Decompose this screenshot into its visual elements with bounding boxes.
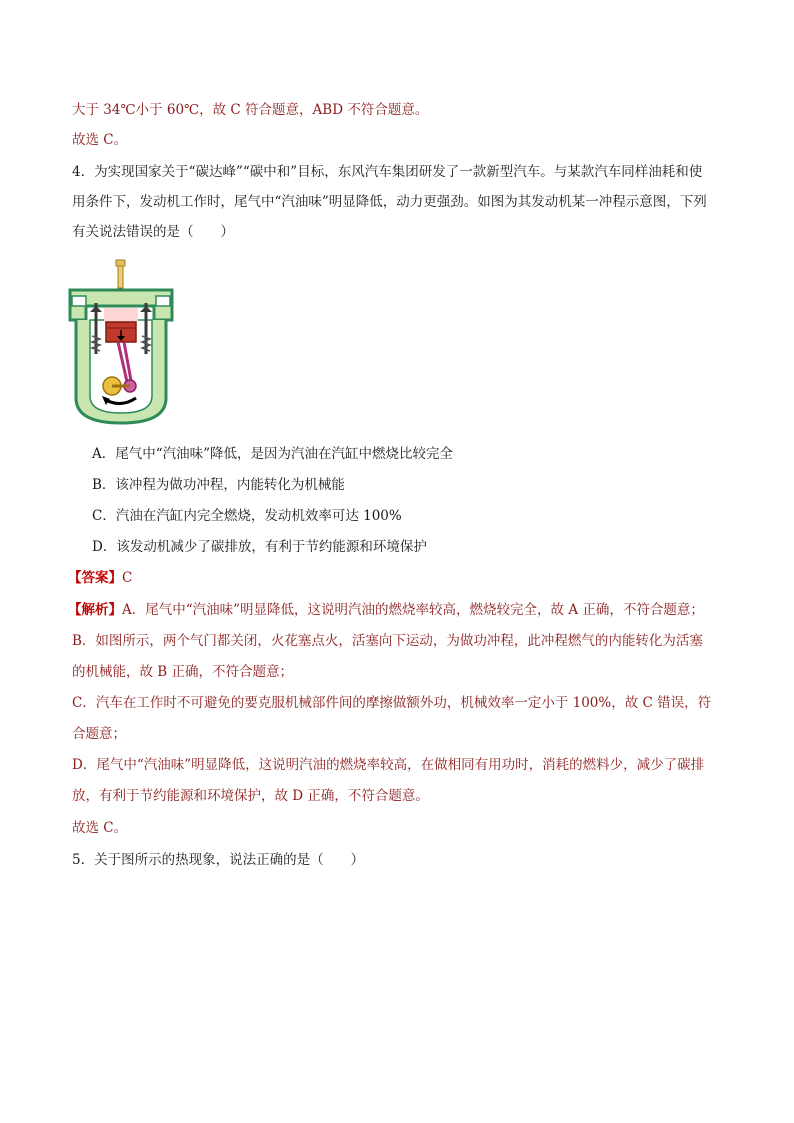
q4-analysis-line-3: 的机械能，故 B 正确，不符合题意；: [72, 664, 294, 680]
prev-answer-line: 大于 34℃小于 60℃，故 C 符合题意，ABD 不符合题意。: [72, 102, 429, 118]
q4-stem-line-2: 用条件下，发动机工作时，尾气中“汽油味”明显降低，动力更强劲。如图为其发动机某一冲程示意图，下列: [72, 194, 707, 210]
q5-stem: 5．关于图所示的热现象，说法正确的是（ ）: [72, 852, 365, 868]
q4-option-d: D．该发动机减少了碳排放，有利于节约能源和环境保护: [92, 539, 427, 555]
answer-value: C: [122, 570, 133, 586]
q4-answer: [68, 568, 132, 588]
q4-analysis-line-4: C．汽车在工作时不可避免的要克服机械部件间的摩擦做额外功，机械效率一定小于 100%，故 C 错误，符: [72, 695, 712, 711]
q4-option-c: C．汽油在汽缸内完全燃烧，发动机效率可达 100%: [92, 508, 402, 524]
engine-stroke-diagram-icon: [66, 258, 178, 428]
q4-analysis-line-2: B．如图所示，两个气门都关闭，火花塞点火，活塞向下运动，为做功冲程，此冲程燃气的内能转化为活塞: [72, 633, 703, 649]
q4-option-b: B．该冲程为做功冲程，内能转化为机械能: [92, 477, 345, 493]
q4-stem-line-1: 4．为实现国家关于“碳达峰”“碳中和”目标，东风汽车集团研发了一款新型汽车。与某款汽车同样油耗和使: [72, 164, 703, 180]
prev-answer-conclusion: 故选 C。: [72, 132, 128, 148]
analysis-tag: 【解析】: [68, 602, 122, 618]
q4-option-a: A．尾气中“汽油味”降低，是因为汽油在汽缸中燃烧比较完全: [92, 446, 454, 462]
answer-tag: 【答案】: [68, 570, 122, 586]
q4-analysis-line-6: D．尾气中“汽油味”明显降低，这说明汽油的燃烧率较高，在做相同有用功时，消耗的燃料少，减少了碳排: [72, 757, 705, 773]
q4-analysis-line-5: 合题意；: [72, 726, 126, 742]
q4-conclusion: 故选 C。: [72, 820, 128, 836]
analysis-text-1: A．尾气中“汽油味”明显降低，这说明汽油的燃烧率较高，燃烧较完全，故 A 正确，不符合题意；: [122, 602, 704, 618]
q4-analysis-line-7: 放，有利于节约能源和环境保护，故 D 正确，不符合题意。: [72, 788, 429, 804]
q4-stem-line-3: 有关说法错误的是（ ）: [72, 224, 234, 240]
q4-analysis-line-1: [68, 600, 704, 620]
